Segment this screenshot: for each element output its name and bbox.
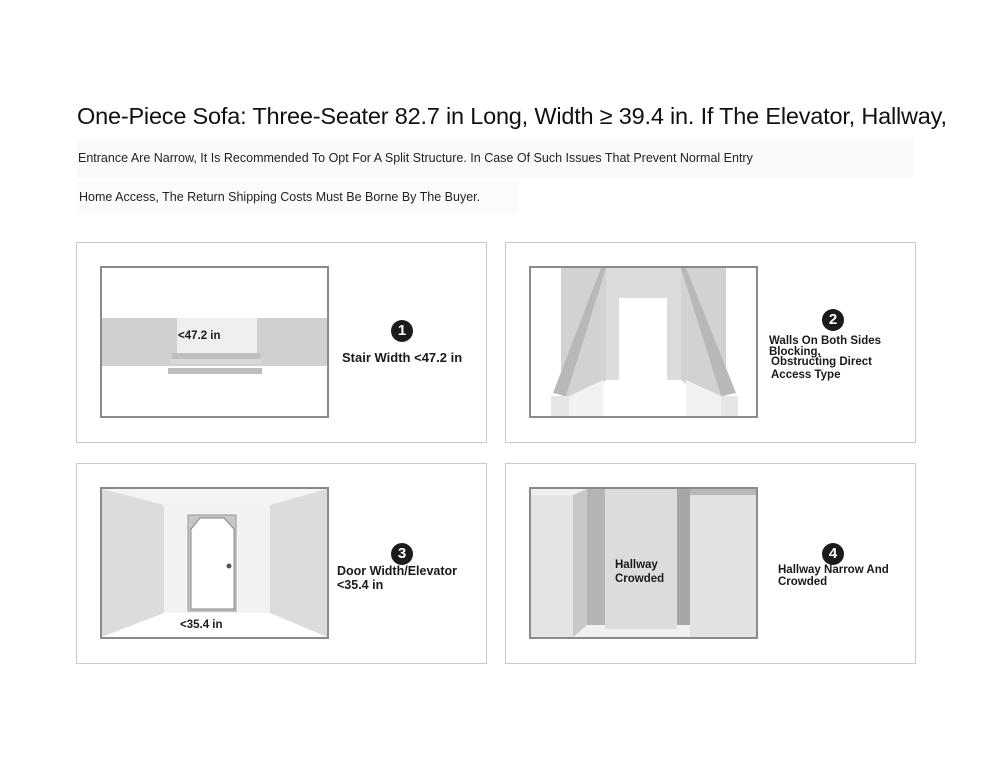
panel-stair-width bbox=[76, 242, 487, 443]
panel-caption: Walls On Both Sides Blocking, Obstructing Direct Access Type bbox=[769, 335, 882, 381]
stair-width-label: <47.2 in bbox=[178, 330, 221, 342]
panel-door-width bbox=[76, 463, 487, 664]
step-number-badge: 3 bbox=[391, 543, 413, 565]
step-number-badge: 4 bbox=[822, 543, 844, 565]
door-width-label: <35.4 in bbox=[180, 619, 223, 631]
panel-caption: Stair Width <47.2 in bbox=[342, 350, 463, 365]
stair-illustration bbox=[100, 266, 329, 418]
notice-line-2: Home Access, The Return Shipping Costs Must Be Borne By The Buyer. bbox=[77, 181, 519, 214]
door-icon bbox=[102, 489, 327, 637]
step-number-badge: 1 bbox=[391, 320, 413, 342]
walls-corridor-icon bbox=[531, 268, 756, 416]
panel-walls-blocking bbox=[505, 242, 916, 443]
door-illustration bbox=[100, 487, 329, 639]
panel-hallway-narrow bbox=[505, 463, 916, 664]
page-title: One-Piece Sofa: Three-Seater 82.7 in Long, Width ≥ 39.4 in. If The Elevator, Hallway, bbox=[77, 103, 947, 129]
notice-line-1: Entrance Are Narrow, It Is Recommended To Opt For A Split Structure. In Case Of Such Issues That Prevent Normal Entry bbox=[77, 140, 914, 177]
panel-caption: Hallway Narrow And Crowded bbox=[778, 564, 889, 588]
hallway-crowded-label: Hallway Crowded bbox=[615, 559, 665, 585]
hallway-illustration bbox=[529, 487, 758, 639]
step-number-badge: 2 bbox=[822, 309, 844, 331]
corridor-illustration bbox=[529, 266, 758, 418]
panel-caption: Door Width/Elevator <35.4 in bbox=[337, 564, 458, 592]
stair-icon bbox=[102, 268, 327, 416]
